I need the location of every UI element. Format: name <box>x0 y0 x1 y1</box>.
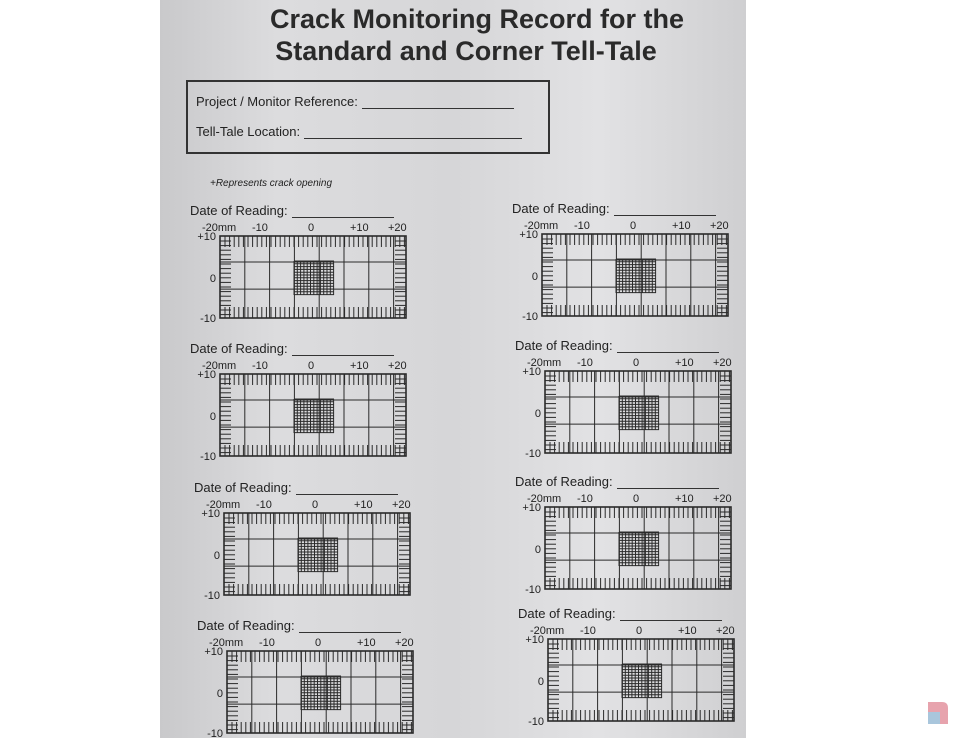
date-of-reading-field[interactable] <box>512 201 716 216</box>
date-of-reading-field[interactable] <box>515 474 719 489</box>
date-of-reading-field[interactable] <box>515 338 719 353</box>
date-line <box>292 343 394 356</box>
scale-label-y: 0 <box>216 688 223 700</box>
date-line <box>299 620 401 633</box>
scale-label-y: -10 <box>528 716 544 728</box>
date-label: Date of Reading: <box>197 618 295 633</box>
title-line-2: Standard and Corner Tell-Tale <box>275 36 657 66</box>
date-of-reading-field[interactable] <box>197 618 401 633</box>
scale-label-x: -10 <box>259 637 275 649</box>
tell-tale-gauge <box>515 474 745 604</box>
date-of-reading-field[interactable] <box>518 606 722 621</box>
scale-label-x: -20mm <box>530 625 565 637</box>
date-label: Date of Reading: <box>190 203 288 218</box>
tell-tale-gauge <box>512 201 742 331</box>
scale-label-y: -10 <box>207 728 223 740</box>
scale-label-y: +10 <box>204 646 223 658</box>
scale-label-y: -10 <box>522 311 538 323</box>
date-line <box>614 203 716 216</box>
date-label: Date of Reading: <box>518 606 616 621</box>
scale-label-x: -10 <box>580 625 596 637</box>
date-label: Date of Reading: <box>512 201 610 216</box>
scale-label-x: 0 <box>308 222 315 234</box>
scale-label-y: +10 <box>525 634 544 646</box>
date-of-reading-field[interactable] <box>194 480 398 495</box>
tell-tale-gauge <box>190 341 420 471</box>
scale-label-x: 0 <box>633 357 640 369</box>
scale-label-x: +10 <box>354 499 373 511</box>
scale-label-x: -10 <box>574 220 590 232</box>
scale-label-x: +20 <box>388 222 407 234</box>
date-line <box>292 205 394 218</box>
scale-label-y: -10 <box>525 584 541 596</box>
project-reference-field[interactable] <box>196 94 514 109</box>
scale-label-x: +20 <box>710 220 729 232</box>
scale-label-x: -20mm <box>202 360 237 372</box>
record-sheet <box>160 0 746 738</box>
gauge-grid <box>219 373 407 457</box>
scale-label-y: +10 <box>522 366 541 378</box>
date-label: Date of Reading: <box>194 480 292 495</box>
scale-label-x: +20 <box>713 357 732 369</box>
date-line <box>617 340 719 353</box>
reference-box <box>186 80 550 154</box>
project-reference-label: Project / Monitor Reference: <box>196 94 358 109</box>
tell-tale-gauge <box>190 203 420 333</box>
scale-label-x: 0 <box>636 625 643 637</box>
date-line <box>296 482 398 495</box>
scale-label-x: -10 <box>252 222 268 234</box>
scale-label-y: +10 <box>197 369 216 381</box>
gauge-grid <box>226 650 414 734</box>
scale-label-x: +10 <box>678 625 697 637</box>
gauge-grid <box>541 233 729 317</box>
scale-label-x: +10 <box>672 220 691 232</box>
scale-label-y: -10 <box>200 313 216 325</box>
tell-tale-gauge <box>518 606 748 736</box>
scale-label-x: 0 <box>312 499 319 511</box>
gauge-grid <box>219 235 407 319</box>
date-of-reading-field[interactable] <box>190 203 394 218</box>
scale-label-y: +10 <box>522 502 541 514</box>
crack-opening-note: +Represents crack opening <box>210 178 333 189</box>
scale-label-x: +20 <box>713 493 732 505</box>
scale-label-x: -10 <box>577 357 593 369</box>
scale-label-x: +10 <box>675 493 694 505</box>
scale-label-x: +20 <box>388 360 407 372</box>
date-line <box>617 476 719 489</box>
date-label: Date of Reading: <box>190 341 288 356</box>
scale-label-x: -20mm <box>206 499 241 511</box>
scale-label-y: -10 <box>204 590 220 602</box>
scale-label-x: -20mm <box>527 357 562 369</box>
gauge-grid <box>544 370 732 454</box>
project-reference-line <box>362 96 514 109</box>
tell-tale-gauge <box>194 480 424 610</box>
location-line <box>304 126 522 139</box>
scale-label-x: -20mm <box>209 637 244 649</box>
scale-label-x: +20 <box>392 499 411 511</box>
scale-label-x: +10 <box>675 357 694 369</box>
date-label: Date of Reading: <box>515 338 613 353</box>
tell-tale-gauge <box>515 338 745 468</box>
scale-label-y: 0 <box>209 273 216 285</box>
scale-label-x: 0 <box>308 360 315 372</box>
scale-label-x: 0 <box>630 220 637 232</box>
scale-label-x: -10 <box>577 493 593 505</box>
scale-label-x: +10 <box>357 637 376 649</box>
scale-label-x: -20mm <box>527 493 562 505</box>
scale-label-y: 0 <box>534 408 541 420</box>
scale-label-y: 0 <box>213 550 220 562</box>
scale-label-y: +10 <box>519 229 538 241</box>
date-label: Date of Reading: <box>515 474 613 489</box>
scale-label-y: -10 <box>200 451 216 463</box>
location-label: Tell-Tale Location: <box>196 124 301 139</box>
tell-tale-gauge <box>197 618 427 748</box>
gauge-grid <box>544 506 732 590</box>
scale-label-x: +10 <box>350 360 369 372</box>
scale-label-y: 0 <box>209 411 216 423</box>
scale-label-y: -10 <box>525 448 541 460</box>
gauge-grid <box>223 512 411 596</box>
scale-label-x: +10 <box>350 222 369 234</box>
title-line-1: Crack Monitoring Record for the <box>269 4 685 34</box>
logo <box>920 700 954 730</box>
scale-label-x: +20 <box>716 625 735 637</box>
scale-label-x: 0 <box>315 637 322 649</box>
scale-label-y: +10 <box>197 231 216 243</box>
location-field[interactable] <box>196 124 522 139</box>
scale-label-y: 0 <box>534 544 541 556</box>
scale-label-y: 0 <box>531 271 538 283</box>
scale-label-x: -10 <box>252 360 268 372</box>
gauge-grid <box>547 638 735 722</box>
date-of-reading-field[interactable] <box>190 341 394 356</box>
scale-label-y: +10 <box>201 508 220 520</box>
scale-label-x: -10 <box>256 499 272 511</box>
scale-label-x: -20mm <box>202 222 237 234</box>
date-line <box>620 608 722 621</box>
scale-label-x: 0 <box>633 493 640 505</box>
scale-label-x: +20 <box>395 637 414 649</box>
scale-label-x: -20mm <box>524 220 559 232</box>
scale-label-y: 0 <box>537 676 544 688</box>
